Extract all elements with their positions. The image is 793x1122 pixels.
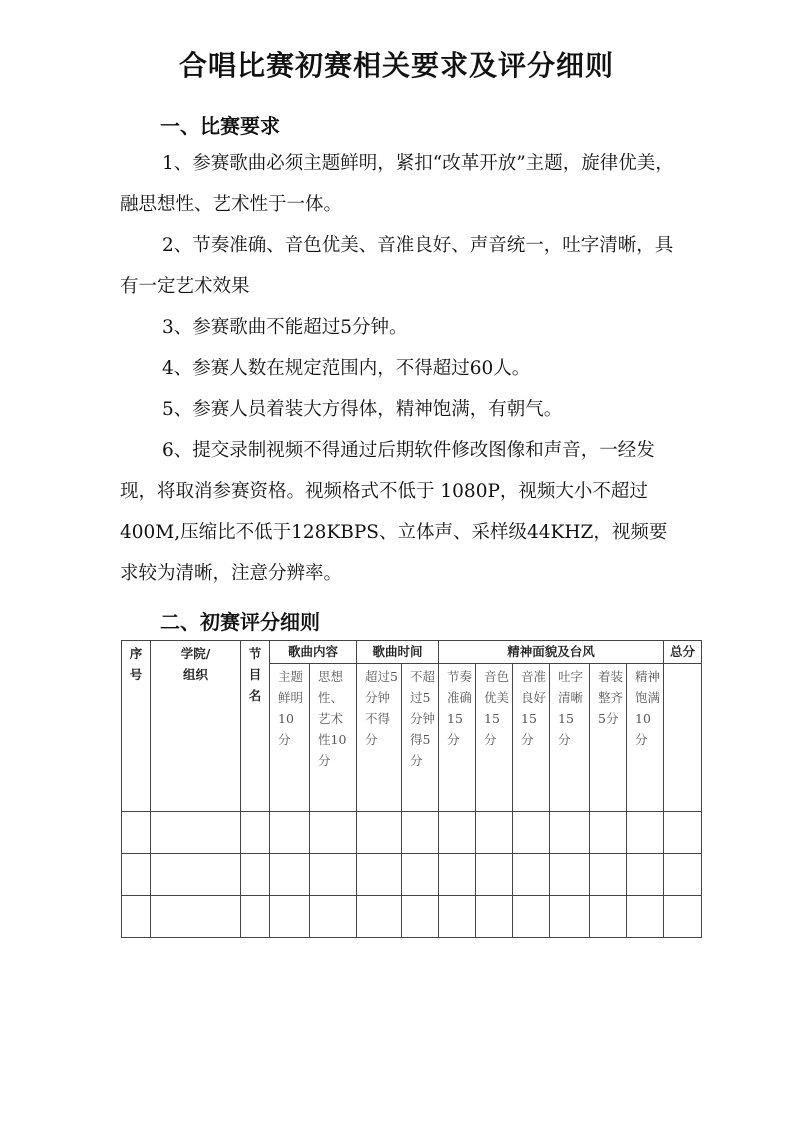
section-heading-requirements: 一、比赛要求 (160, 114, 280, 138)
cell-seq[interactable] (122, 812, 151, 854)
col-college-header: 学院/组织 (151, 641, 241, 812)
sub-rhythm: 节奏准确15分 (439, 664, 476, 812)
cell-dress[interactable] (590, 854, 627, 896)
sub-spirit: 精神饱满10分 (627, 664, 664, 812)
requirement-item-2: 2、节奏准确、音色优美、音准良好、声音统一，吐字清晰，具有一定艺术效果 (120, 235, 674, 297)
cell-total[interactable] (664, 896, 702, 938)
cell-under[interactable] (402, 896, 439, 938)
requirement-item-5: 5、参赛人员着装大方得体，精神饱满，有朝气。 (162, 399, 563, 420)
group-spirit-header: 精神面貌及台风 (439, 641, 664, 664)
cell-art[interactable] (310, 854, 357, 896)
cell-diction[interactable] (550, 812, 590, 854)
sub-over-time: 超过5分钟不得分 (357, 664, 402, 812)
group-time-header: 歌曲时间 (357, 641, 439, 664)
cell-program[interactable] (241, 896, 270, 938)
cell-over[interactable] (357, 896, 402, 938)
cell-diction[interactable] (550, 896, 590, 938)
cell-diction[interactable] (550, 854, 590, 896)
col-total-header: 总分 (664, 641, 702, 664)
sub-tone: 音色优美15分 (476, 664, 513, 812)
cell-pitch[interactable] (513, 854, 550, 896)
table-row (122, 896, 702, 938)
document-title: 合唱比赛初赛相关要求及评分细则 (178, 49, 614, 82)
cell-tone[interactable] (476, 854, 513, 896)
cell-program[interactable] (241, 812, 270, 854)
cell-total[interactable] (664, 854, 702, 896)
total-cell (664, 664, 702, 812)
cell-spirit[interactable] (627, 812, 664, 854)
cell-rhythm[interactable] (439, 812, 476, 854)
sub-under-time: 不超过5分钟得5分 (402, 664, 439, 812)
cell-pitch[interactable] (513, 896, 550, 938)
cell-dress[interactable] (590, 812, 627, 854)
table-header-row (122, 641, 702, 664)
cell-college[interactable] (151, 896, 241, 938)
cell-tone[interactable] (476, 812, 513, 854)
cell-rhythm[interactable] (439, 896, 476, 938)
cell-art[interactable] (310, 896, 357, 938)
sub-pitch: 音准良好15分 (513, 664, 550, 812)
col-seq-header: 序号 (122, 641, 151, 812)
section-heading-scoring: 二、初赛评分细则 (160, 610, 320, 634)
cell-spirit[interactable] (627, 896, 664, 938)
scoring-table (121, 640, 702, 938)
table-row (122, 812, 702, 854)
cell-over[interactable] (357, 854, 402, 896)
col-program-header: 节目名 (241, 641, 270, 812)
requirement-item-1: 1、参赛歌曲必须主题鲜明，紧扣“改革开放”主题，旋律优美，融思想性、艺术性于一体。 (120, 153, 674, 215)
cell-seq[interactable] (122, 854, 151, 896)
cell-rhythm[interactable] (439, 854, 476, 896)
sub-theme: 主题鲜明10分 (270, 664, 310, 812)
cell-under[interactable] (402, 812, 439, 854)
cell-college[interactable] (151, 812, 241, 854)
group-content-header: 歌曲内容 (270, 641, 357, 664)
requirement-item-3: 3、参赛歌曲不能超过5分钟。 (162, 317, 408, 338)
sub-diction: 吐字清晰15分 (550, 664, 590, 812)
sub-dress: 着装整齐5分 (590, 664, 627, 812)
table-row (122, 854, 702, 896)
cell-program[interactable] (241, 854, 270, 896)
cell-dress[interactable] (590, 896, 627, 938)
cell-theme[interactable] (270, 896, 310, 938)
cell-spirit[interactable] (627, 854, 664, 896)
cell-tone[interactable] (476, 896, 513, 938)
sub-art: 思想性、艺术性10分 (310, 664, 357, 812)
cell-art[interactable] (310, 812, 357, 854)
cell-seq[interactable] (122, 896, 151, 938)
cell-theme[interactable] (270, 812, 310, 854)
cell-pitch[interactable] (513, 812, 550, 854)
cell-college[interactable] (151, 854, 241, 896)
requirement-item-4: 4、参赛人数在规定范围内，不得超过60人。 (162, 358, 531, 379)
cell-theme[interactable] (270, 854, 310, 896)
cell-total[interactable] (664, 812, 702, 854)
cell-under[interactable] (402, 854, 439, 896)
requirement-item-6: 6、提交录制视频不得通过后期软件修改图像和声音，一经发现，将取消参赛资格。视频格式不低于 1080P，视频大小不超过400M,压缩比不低于128KBPS、立体声、采样级44KHZ，视频要求较为清晰，注意分辨率。 (120, 440, 668, 584)
cell-over[interactable] (357, 812, 402, 854)
